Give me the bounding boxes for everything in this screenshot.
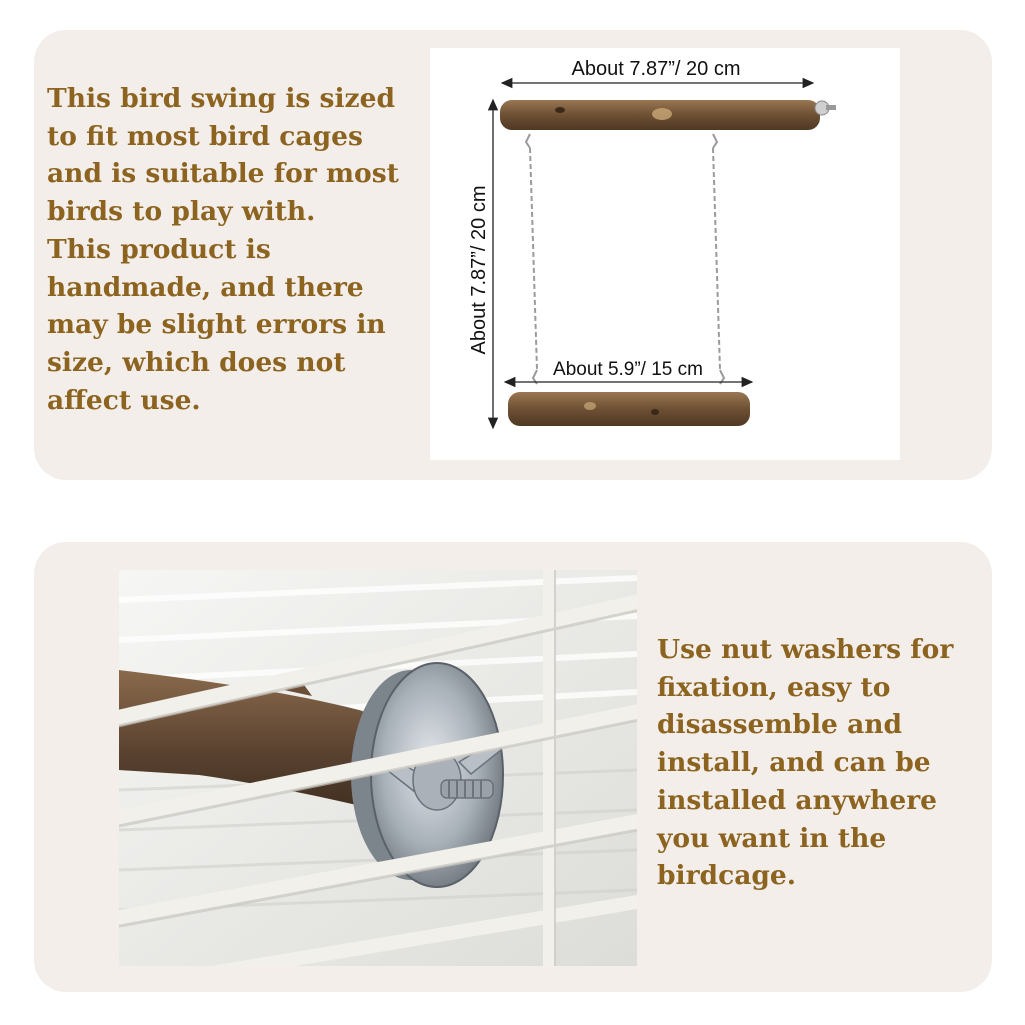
description-line: to fit most bird cages bbox=[47, 120, 363, 152]
description-line: may be slight errors in bbox=[47, 309, 386, 341]
description-line: affect use. bbox=[47, 384, 201, 416]
description-line: size, which does not bbox=[47, 346, 346, 378]
description-line: fixation, easy to bbox=[657, 671, 891, 703]
description-line: This bird swing is sized bbox=[47, 83, 395, 114]
height-label: About 7.87”/ 20 cm bbox=[468, 185, 490, 355]
description-line: handmade, and there bbox=[47, 271, 364, 303]
bottom-perch bbox=[508, 392, 750, 426]
description-line: This product is bbox=[47, 233, 271, 265]
size-description bbox=[47, 80, 427, 419]
right-chain bbox=[713, 134, 724, 384]
swing-dimension-diagram bbox=[430, 48, 900, 460]
description-line: installed anywhere bbox=[657, 784, 938, 816]
installation-description bbox=[657, 631, 987, 895]
description-line: and is suitable for most bbox=[47, 158, 399, 190]
cage-mount-photo bbox=[119, 570, 637, 966]
description-line: birdcage. bbox=[657, 860, 797, 892]
left-chain bbox=[526, 134, 537, 384]
width-label: About 7.87”/ 20 cm bbox=[571, 58, 741, 80]
description-line: Use nut washers for bbox=[657, 634, 954, 665]
description-line: disassemble and bbox=[657, 709, 903, 741]
description-line: you want in the bbox=[657, 822, 887, 854]
top-perch bbox=[500, 100, 836, 130]
description-line: install, and can be bbox=[657, 747, 931, 779]
description-line: birds to play with. bbox=[47, 196, 316, 228]
bottom-width-label: About 5.9”/ 15 cm bbox=[553, 359, 703, 380]
